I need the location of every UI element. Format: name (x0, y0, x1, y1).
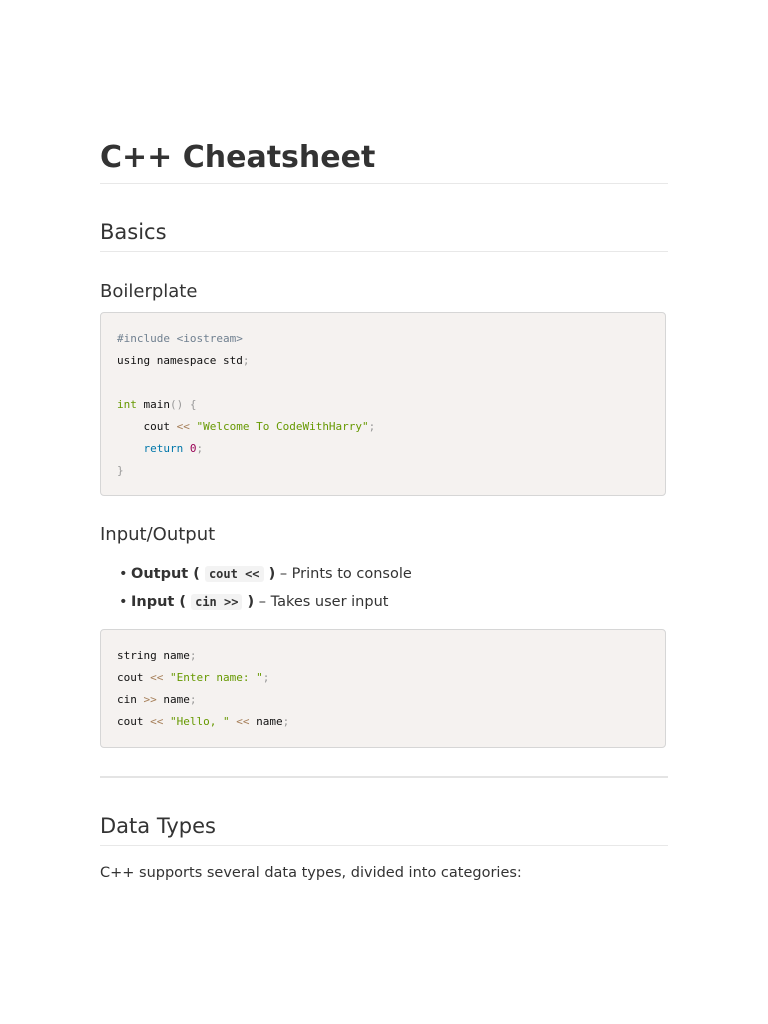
code-line (117, 416, 649, 438)
io-code-block[interactable] (100, 629, 666, 748)
code-line (117, 372, 649, 394)
code-token: main (136, 398, 170, 411)
code-token: ; (189, 693, 197, 706)
code-token: << (236, 715, 250, 728)
io-term-input: Input (131, 594, 175, 610)
section-separator (100, 776, 668, 778)
code-token: cin (117, 693, 144, 706)
code-token: () { (170, 398, 197, 411)
code-line (117, 350, 649, 372)
code-token: ; (242, 354, 250, 367)
code-line (117, 328, 649, 350)
code-token: >> (143, 693, 157, 706)
code-token (183, 442, 190, 455)
code-token: ; (196, 442, 204, 455)
code-token: #include <iostream> (117, 332, 243, 345)
data-types-intro: C++ supports several data types, divided into categories: (100, 865, 522, 881)
paren-open: ( (188, 566, 205, 582)
boilerplate-code-block[interactable] (100, 312, 666, 496)
code-token: } (117, 464, 124, 477)
code-token: cout (117, 671, 151, 684)
code-token (163, 671, 170, 684)
code-token: 0 (189, 442, 197, 455)
subsection-heading-input-output: Input/Output (100, 524, 216, 545)
code-token (117, 376, 124, 389)
code-token: string name (117, 649, 190, 662)
code-token: name (249, 715, 283, 728)
io-term-output: Output (131, 566, 189, 582)
bullet-glyph: • (119, 594, 128, 610)
code-token (117, 442, 144, 455)
title-divider (100, 183, 668, 184)
inline-code-cout: cout << (205, 566, 264, 582)
code-token: return (143, 442, 184, 455)
subsection-heading-boilerplate: Boilerplate (100, 281, 198, 302)
code-line (117, 460, 649, 482)
code-token: << (176, 420, 190, 433)
code-token: ; (282, 715, 290, 728)
code-line (117, 394, 649, 416)
code-token: ; (368, 420, 376, 433)
paren-open: ( (174, 594, 192, 610)
paren-close: ) (263, 566, 276, 582)
io-desc-output: – Prints to console (275, 566, 412, 582)
io-list (100, 560, 412, 616)
list-item-input (100, 588, 412, 616)
code-token: name (156, 693, 190, 706)
code-token: "Enter name: " (170, 671, 263, 684)
code-token: "Welcome To CodeWithHarry" (196, 420, 369, 433)
page-title: C++ Cheatsheet (100, 140, 376, 175)
code-line (117, 689, 649, 711)
code-line (117, 438, 649, 460)
code-token: ; (262, 671, 270, 684)
section-heading-basics: Basics (100, 220, 167, 244)
code-token: "Hello, " (170, 715, 230, 728)
code-token: << (150, 715, 164, 728)
list-item-output (100, 560, 412, 588)
section-heading-data-types: Data Types (100, 814, 216, 838)
code-token: << (150, 671, 164, 684)
code-token: cout (117, 715, 151, 728)
code-line (117, 711, 649, 733)
bullet-glyph: • (119, 566, 128, 582)
code-token (163, 715, 170, 728)
code-token: int (117, 398, 137, 411)
inline-code-cin: cin >> (191, 594, 242, 610)
code-token: cout (117, 420, 177, 433)
basics-divider (100, 251, 668, 252)
code-token: ; (189, 649, 197, 662)
code-token: using namespace std (117, 354, 243, 367)
data-types-divider (100, 845, 668, 846)
code-line (117, 667, 649, 689)
paren-close: ) (242, 594, 255, 610)
code-line (117, 645, 649, 667)
io-desc-input: – Takes user input (254, 594, 389, 610)
